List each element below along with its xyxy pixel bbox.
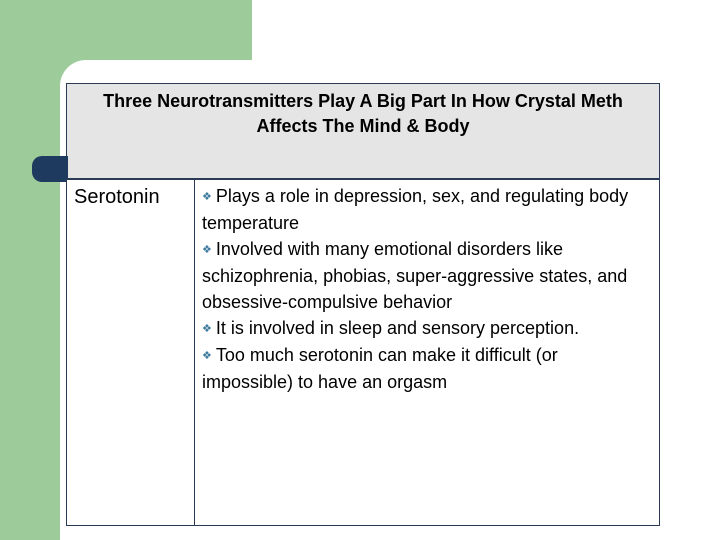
diamond-bullet-icon: ❖ (202, 191, 212, 203)
bullet-text: Plays a role in depression, sex, and regulating body temperature (202, 186, 629, 233)
diamond-bullet-icon: ❖ (202, 244, 212, 256)
list-item (202, 342, 652, 395)
diamond-bullet-icon: ❖ (202, 350, 212, 362)
title-box (66, 83, 660, 179)
term-serotonin: Serotonin (74, 186, 160, 208)
list-item (202, 236, 652, 315)
diamond-bullet-icon: ❖ (202, 323, 212, 335)
bullet-text: Too much serotonin can make it difficult (or impossible) to have an orgasm (202, 345, 558, 392)
bullet-text: Involved with many emotional disorders like schizophrenia, phobias, super-aggressive states, and obsessive-compulsive behavior (202, 239, 628, 312)
list-item (202, 315, 652, 342)
table-column-divider (194, 179, 195, 526)
title-accent-bar (32, 156, 68, 182)
slide-title: Three Neurotransmitters Play A Big Part In How Crystal Meth Affects The Mind & Body (103, 91, 623, 136)
bullet-text: It is involved in sleep and sensory perception. (215, 318, 580, 338)
definition-list (202, 183, 652, 395)
list-item (202, 183, 652, 236)
